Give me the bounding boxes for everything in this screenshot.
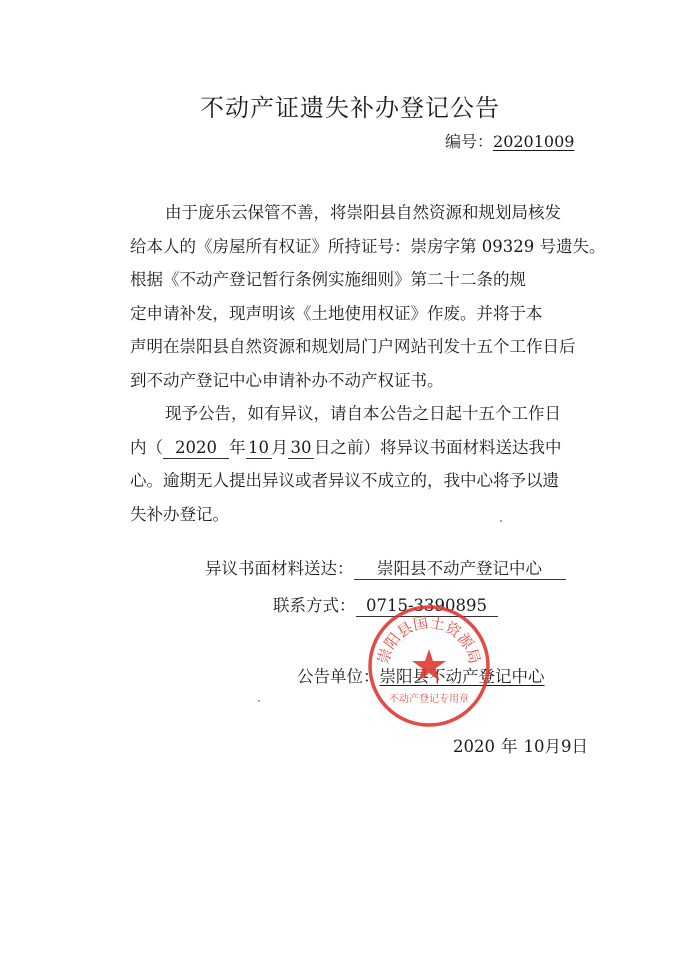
notice-date [453,733,594,757]
paragraph1-line: 给本人的《房屋所有权证》所持证号：崇房字第 09329 号遗失。 [130,236,606,256]
scan-speck [500,520,502,522]
official-seal [366,603,492,729]
date-month-day: 10月9日 [523,737,588,756]
paragraph1-line: 由于庞乐云保管不善，将崇阳县自然资源和规划局核发 [165,203,561,222]
notice-body [130,196,620,531]
phone-label: 联系方式： [273,596,356,615]
delivery-line [205,555,566,580]
document-number [445,129,574,152]
document-number-value: 20201009 [493,132,575,151]
seal-bottom-text: 不动产登记专用章 [389,694,469,705]
date-year-unit: 年 [501,737,518,756]
deadline-suffix: 日之前）将异议书面材料送达我中 [314,437,562,457]
document-number-label: 编号： [445,132,494,151]
paragraph2-line: 心。逾期无人提出异议或者异议不成立的，我中心将予以遗 [130,471,559,490]
delivery-value: 崇阳县不动产登记中心 [354,559,566,580]
delivery-label: 异议书面材料送达： [205,559,354,578]
seal-star-icon [412,649,446,681]
issuer-label: 公告单位： [297,667,380,686]
paragraph2-line: 现予公告，如有异议，请自本公告之日起十五个工作日 [165,404,561,423]
deadline-day: 30 [288,438,314,459]
paragraph1-line: 根据《不动产登记暂行条例实施细则》第二十二条的规 [130,270,526,289]
issuer-value: 崇阳县不动产登记中心 [379,667,545,686]
paragraph2-line: 失补办登记。 [130,504,229,524]
deadline-month-unit: 月 [271,437,288,457]
paragraph1-line: 声明在崇阳县自然资源和规划局门户网站刊发十五个工作日后 [130,337,576,356]
phone-value: 0715-3390895 [356,596,498,617]
seal-top-text: 崇阳县国土资源局 [374,613,484,666]
page-title: 不动产证遗失补办登记公告 [200,94,500,122]
deadline-prefix: 内（ [130,437,163,457]
deadline-month: 10 [246,438,272,459]
deadline-year: 2020 [163,438,229,459]
paragraph1-line: 定申请补发，现声明该《土地使用权证》作废。并将于本 [130,303,543,323]
deadline-year-unit: 年 [229,437,246,457]
deadline-line [130,431,620,465]
date-year: 2020 [453,737,495,756]
scan-speck [258,700,260,702]
paragraph1-line: 到不动产登记中心申请补办不动产权证书。 [130,370,444,390]
